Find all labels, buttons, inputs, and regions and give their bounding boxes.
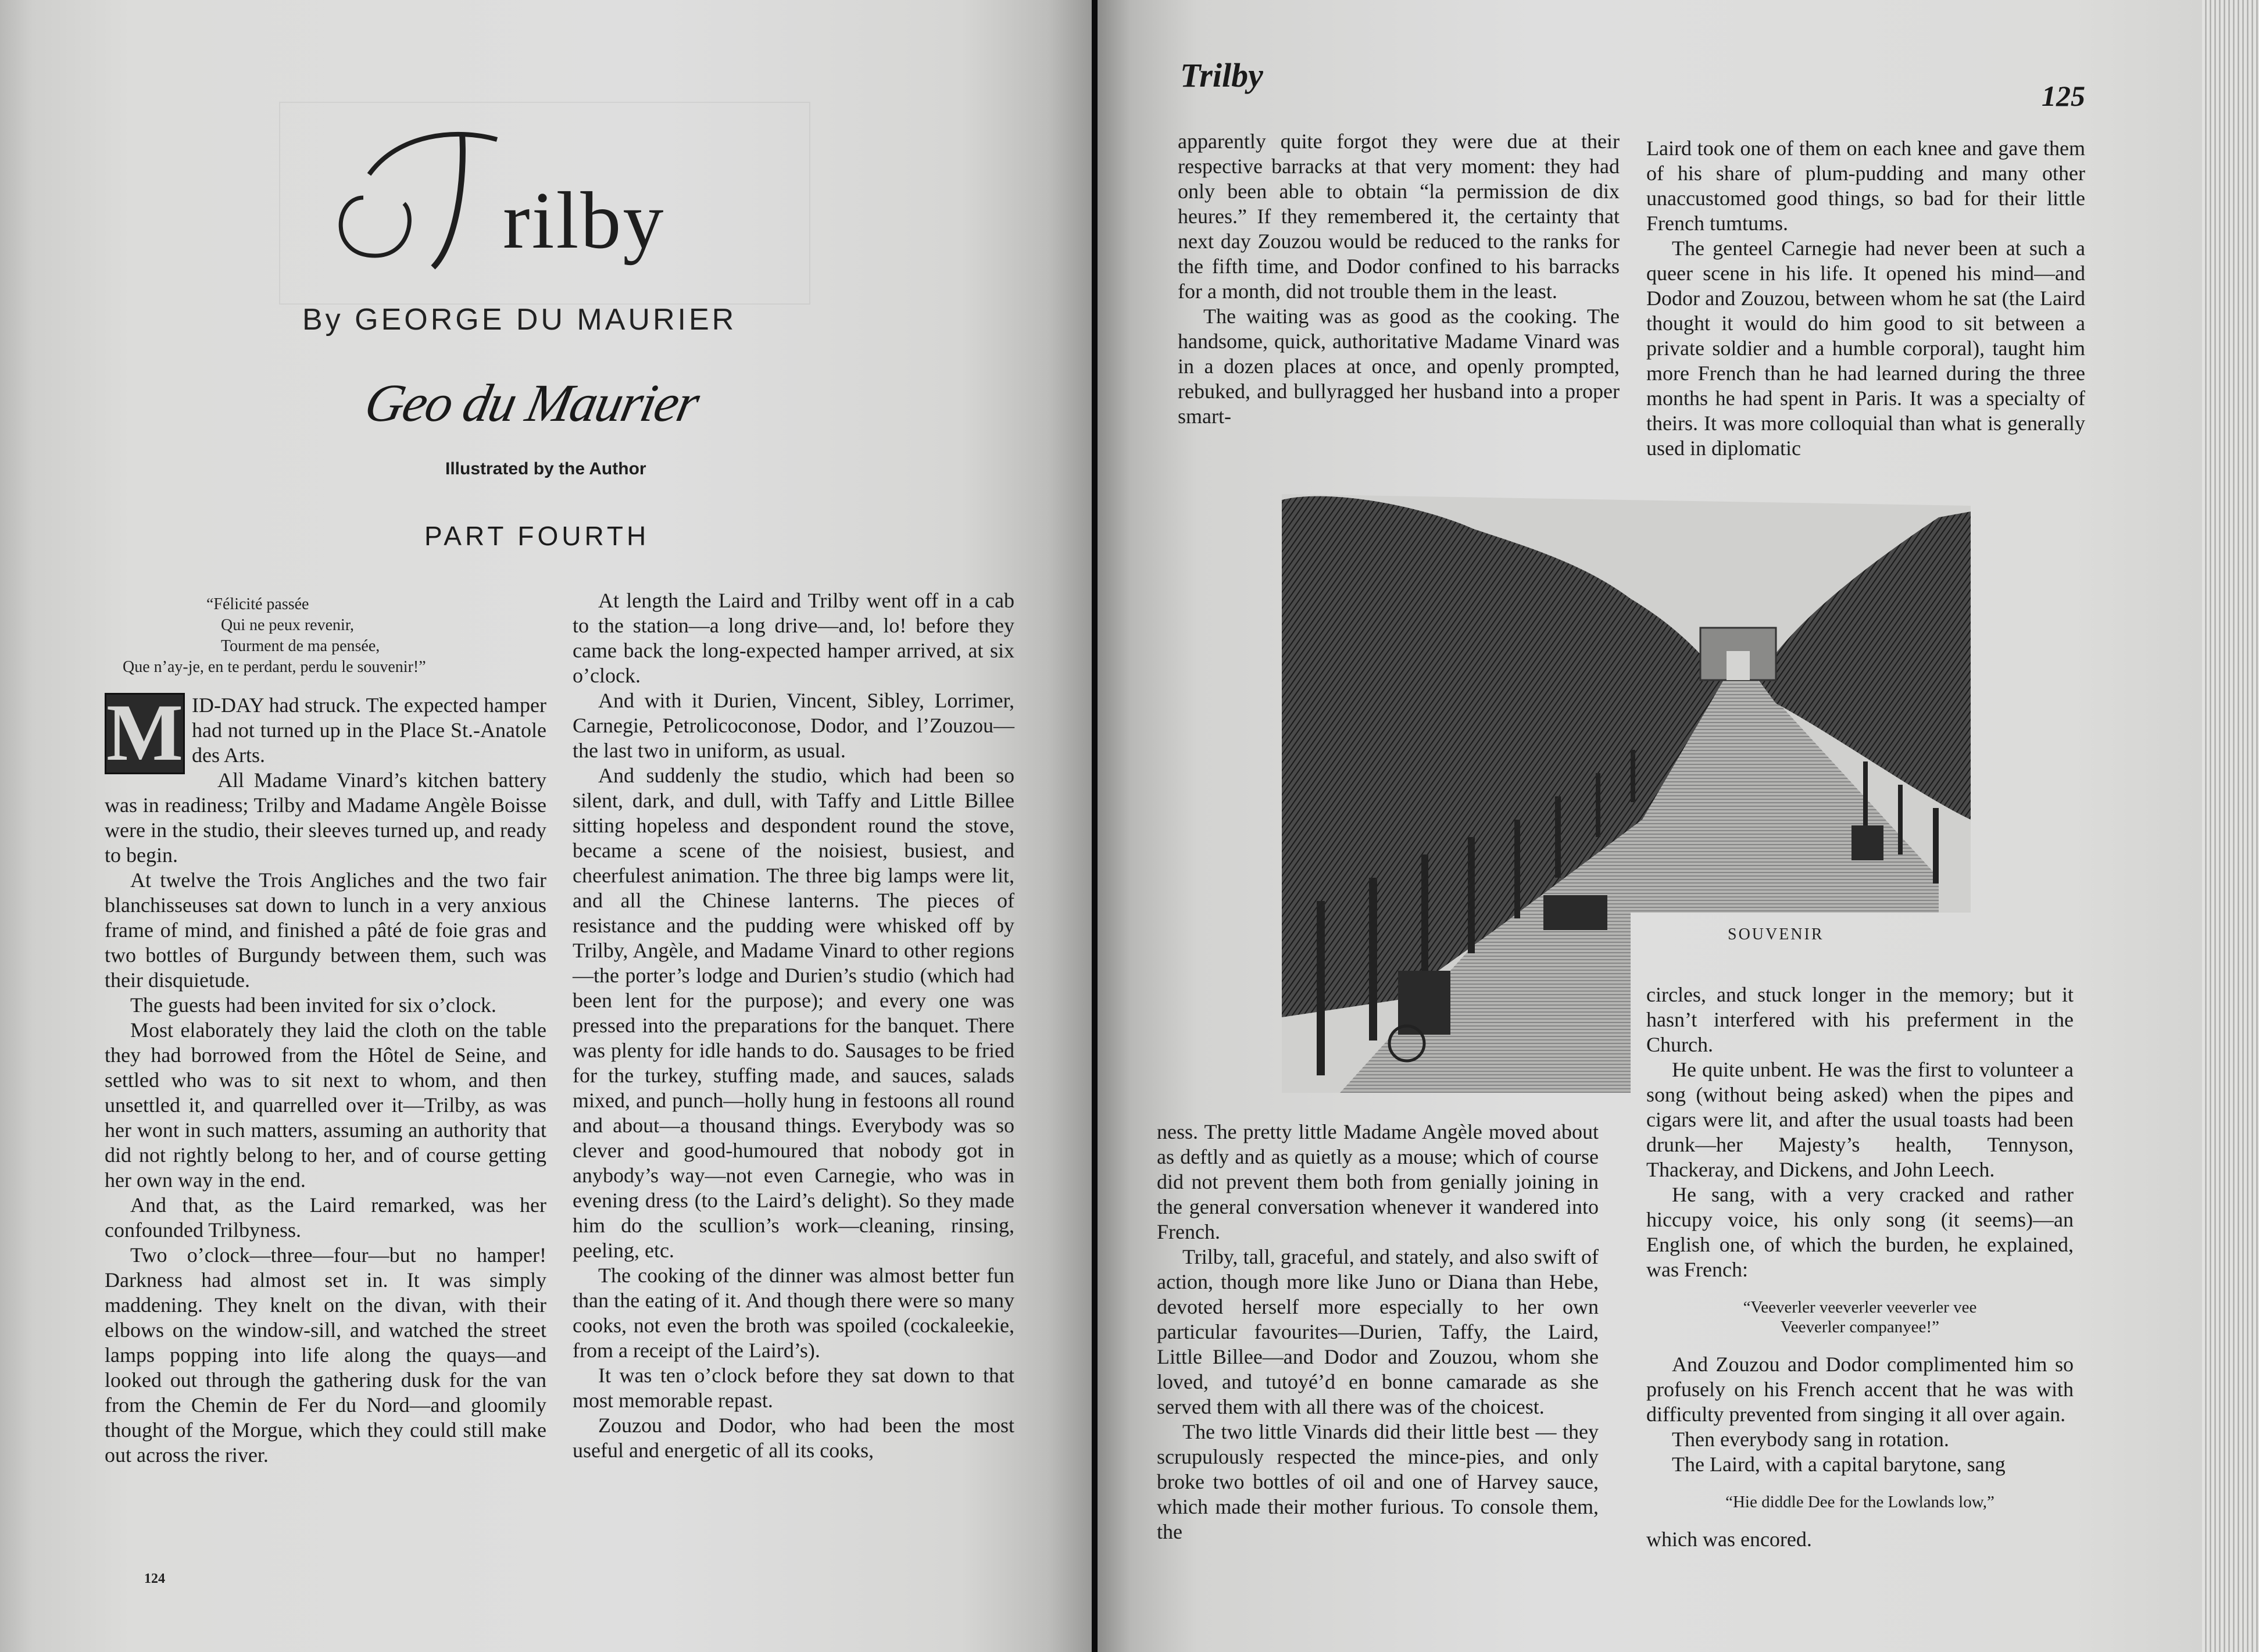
left-column-2 <box>573 588 1014 1463</box>
right-column-2-top <box>1646 136 2085 461</box>
right-column-1-bottom <box>1157 1120 1599 1544</box>
part-heading: PART FOURTH <box>424 521 650 551</box>
epigraph-line: Tourment de ma pensée, <box>221 637 380 655</box>
paragraph: All Madame Vinard’s kitchen battery was in readiness; Trilby and Madame Angèle Boisse were in the studio, their sleeves turned up, and ready to begin. <box>105 768 546 867</box>
right-column-2-bottom <box>1646 982 2074 1552</box>
paragraph: And suddenly the studio, which had been so silent, dark, and dull, with Taffy and Little Billee sitting hopeless and despondent round the stove, became a scene of the noisiest, busiest, and cheerfulest animation. The three big lamps were lit, and all the Chinese lanterns. The pieces of resistance and the pudding were whisked off by Trilby, Angèle, and Madame Vinard to other regions—the porter’s lodge and Durien’s studio (which had been lent for the purpose); and every one was pressed into the preparations for the banquet. There was plenty for idle hands to do. Sausages to be fried for the turkey, stuffing made, and sauces, salads mixed, and punch—holly hung in festoons all round and about—a thousand things. Everybody was so clever and good-humoured that nobody got in anybody’s way—not even Carnegie, who was in evening dress (to the Laird’s delight). So they made him do the scullion’s work—cleaning, rinsing, peeling, etc. <box>573 764 1014 1262</box>
right-column-1-top <box>1178 129 1620 429</box>
paragraph: circles, and stuck longer in the memory; but it hasn’t interfered with his preferment in the Church. <box>1646 983 2074 1056</box>
left-column-1 <box>105 688 546 1468</box>
paragraph: Trilby, tall, graceful, and stately, and also swift of action, though more like Juno or Diana than Hebe, devoted herself more especially to her own particular favourites—Durien, Taffy, the Laird, Little Billee—and Dodor and Zouzou, whom she loved, and tutoyé’d en bonne camarade as she served them with all there was of the choicest. <box>1157 1245 1599 1418</box>
paragraph: which was encored. <box>1646 1528 1812 1551</box>
paragraph: At length the Laird and Trilby went off in a cab to the station—a long drive—and, lo! before they came back the long-expected hamper arrived, at six o’clock. <box>573 589 1014 687</box>
title <box>328 110 759 285</box>
paragraph: Laird took one of them on each knee and gave them of his share of plum-pudding and many other unaccustomed good things, so bad for their little French tumtums. <box>1646 137 2085 235</box>
paragraph: ness. The pretty little Madame Angèle moved about as deftly and as quietly as a mouse; which of course did not prevent them both from genially joining in the general conversation whenever it wandered into French. <box>1157 1120 1599 1243</box>
author-signature: Geo du Maurier <box>360 373 704 432</box>
paragraph: The waiting was as good as the cooking. The handsome, quick, authoritative Madame Vinard was in a dozen places at once, and openly prompted, rebuked, and bullyragged her husband into a proper smart- <box>1178 305 1620 428</box>
epigraph-line: “Félicité passée <box>206 595 309 613</box>
song-verse: “Hie diddle Dee for the Lowlands low,” <box>1725 1493 1995 1511</box>
song-line: “Veeverler veeverler veeverler vee <box>1743 1298 1977 1317</box>
paragraph: Then everybody sang in rotation. <box>1672 1428 1949 1451</box>
title-initial-flourish <box>328 110 503 285</box>
page-number-left: 124 <box>144 1571 165 1586</box>
epigraph-line: Qui ne peux revenir, <box>221 616 355 634</box>
paragraph: The genteel Carnegie had never been at such a queer scene in his life. It opened his mind—and Dodor and Zouzou, between whom he sat (the Laird thought it would do him good to sit between a private soldier and a humble corporal), taught him more French than he had learned during the three months he had spent in Paris. It was a specialty of theirs. It was more colloquial than what is generally used in diplomatic <box>1646 237 2085 460</box>
paragraph: And with it Durien, Vincent, Sibley, Lorrimer, Carnegie, Petrolicoconose, Dodor, and l’Zouzou—the last two in uniform, as usual. <box>573 689 1014 762</box>
paragraph: ID-DAY had struck. The expected hamper had not turned up in the Place St.-Anatole des Arts. <box>192 693 546 767</box>
song-line: Veeverler companyee!” <box>1781 1318 1939 1336</box>
paragraph: He quite unbent. He was the first to volunteer a song (without being asked) when the pipes and cigars were lit, and after the usual toasts had been drunk—her Majesty’s health, Tennyson, Thackeray, and Dickens, and John Leech. <box>1646 1058 2074 1181</box>
paragraph: The guests had been invited for six o’clock. <box>130 993 496 1017</box>
epigraph-line: Que n’ay-je, en te perdant, perdu le souvenir!” <box>123 658 426 676</box>
paragraph: The Laird, with a capital barytone, sang <box>1672 1453 2006 1476</box>
page-number-right: 125 <box>2042 80 2085 112</box>
title-text: rilby <box>503 176 666 266</box>
song-verse <box>1646 1297 2074 1337</box>
paragraph: And that, as the Laird remarked, was her confounded Trilbyness. <box>105 1193 546 1242</box>
paragraph: apparently quite forgot they were due at their respective barracks at that very moment: they had only been able to obtain “la permission de dix heures.” If they remembered it, the certainty that next day Zouzou would be reduced to the ranks for the fifth time, and Dodor confined to his barracks for a month, did not trouble them in the least. <box>1178 130 1620 303</box>
paragraph: Most elaborately they laid the cloth on the table they had borrowed from the Hôtel de Seine, and settled who was to sit next to whom, and then unsettled it, and quarrelled over it—Trilby, as was her wont in such matters, assuming an authority that did not rightly belong to her, and of course getting her own way in the end. <box>105 1018 546 1192</box>
paragraph: He sang, with a very cracked and rather hiccupy voice, his only song (it seems)—an English one, of which the burden, he explained, was French: <box>1646 1183 2074 1281</box>
byline: By GEORGE DU MAURIER <box>302 303 737 337</box>
paragraph: Zouzou and Dodor, who had been the most useful and energetic of all its cooks, <box>573 1414 1014 1462</box>
paragraph: And Zouzou and Dodor complimented him so profusely on his French accent that he was with difficulty prevented from singing it all over again. <box>1646 1353 2074 1426</box>
drop-cap: M <box>105 693 185 774</box>
paragraph: The cooking of the dinner was almost better fun than the eating of it. And though there were so many cooks, not even the broth was spoiled (cockaleekie, from a receipt of the Laird’s). <box>573 1264 1014 1362</box>
illustration-caption: SOUVENIR <box>1728 925 1824 943</box>
epigraph <box>113 594 426 678</box>
illustration-credit: Illustrated by the Author <box>445 459 646 478</box>
page-edges <box>2202 0 2259 1652</box>
paragraph: At twelve the Trois Angliches and the two fair blanchisseuses sat down to lunch in a very anxious frame of mind, and finished a pâté de foie gras and two bottles of Burgundy between them, such was their disquietude. <box>105 868 546 992</box>
paragraph: It was ten o’clock before they sat down to that most memorable repast. <box>573 1364 1014 1412</box>
paragraph: Two o’clock—three—four—but no hamper! Darkness had almost set in. It was simply maddening. They knelt on the divan, with their elbows on the window-sill, and watched the street lamps popping into life along the quays—and looked out through the gathering dusk for the van from the Chemin de Fer du Nord—and gloomily thought of the Morgue, which they could still make out across the river. <box>105 1243 546 1467</box>
running-head: Trilby <box>1180 56 1263 94</box>
paragraph: The two little Vinards did their little best — they scrupulously respected the mince-pies, and only broke two bottles of oil and one of Harvey sauce, which made their mother furious. To console them, the <box>1157 1420 1599 1543</box>
